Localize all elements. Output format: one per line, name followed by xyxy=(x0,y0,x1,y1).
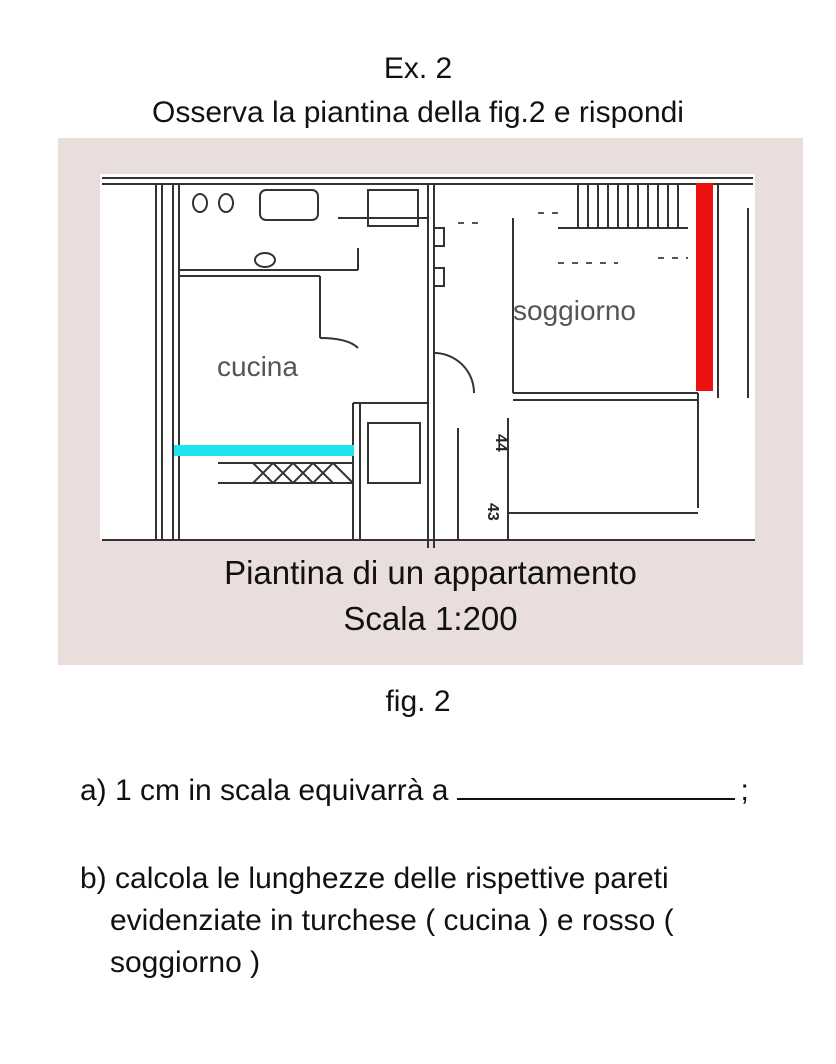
dimension-label-upper: 44 xyxy=(492,434,509,452)
figure-number: fig. 2 xyxy=(385,685,451,718)
kitchen-label: cucina xyxy=(217,351,298,382)
kitchen-wall-highlight xyxy=(174,445,354,456)
figure-caption-title: Piantina di un appartamento xyxy=(224,554,637,591)
living-room-label: soggiorno xyxy=(513,295,636,326)
figure-panel xyxy=(58,138,803,665)
exercise-label: Ex. 2 xyxy=(383,52,453,85)
dimension-label-lower: 43 xyxy=(484,503,501,521)
living-wall-highlight xyxy=(696,183,713,391)
question-a-prefix: a) 1 cm in scala equivarrà a xyxy=(80,774,449,807)
question-a-suffix: ; xyxy=(740,774,749,807)
answer-blank[interactable] xyxy=(457,772,735,800)
question-b: b) calcola le lunghezze delle rispettive pareti evidenziate in turchese ( cucina ) e rosso ( soggiorno ) xyxy=(80,862,674,979)
figure-caption-scale: Scala 1:200 xyxy=(343,600,518,637)
question-a xyxy=(80,770,800,812)
instruction-text: Osserva la piantina della fig.2 e rispondi xyxy=(152,96,684,129)
